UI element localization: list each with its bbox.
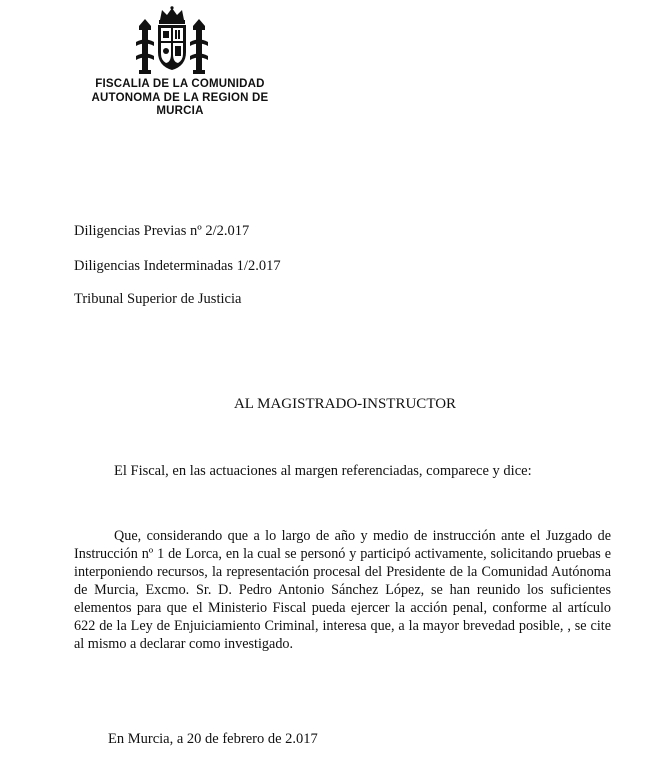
closing-place-date: En Murcia, a 20 de febrero de 2.017 (108, 731, 318, 747)
body-paragraph: Que, considerando que a lo largo de año y medio de instrucción ante el Juzgado de Instrucción nº 1 de Lorca, en la cual se personó y participó activamente, solicitando pruebas e interponiendo recursos, la representación procesal del Presidente de la Comunidad Autónoma de Murcia, Excmo. Sr. D. Pedro Antonio Sánchez López, se han reunido los suficientes elementos para que el Ministerio Fiscal pueda ejercer la acción penal, conforme al artículo 622 de la Ley de Enjuiciamiento Criminal, interesa que, a la mayor brevedad posible, , se cite al mismo a declarar como investigado. (74, 528, 611, 652)
diligencias-previas-ref: Diligencias Previas nº 2/2.017 (74, 223, 250, 239)
intro-paragraph: El Fiscal, en las actuaciones al margen referenciadas, comparece y dice: (114, 463, 532, 479)
office-line: MURCIA (156, 105, 204, 117)
office-line: FISCALIA DE LA COMUNIDAD (95, 78, 265, 90)
tribunal-ref: Tribunal Superior de Justicia (74, 291, 242, 307)
diligencias-indeterminadas-ref: Diligencias Indeterminadas 1/2.017 (74, 258, 281, 274)
addressee-heading: AL MAGISTRADO-INSTRUCTOR (233, 396, 457, 412)
issuing-office (70, 78, 290, 119)
coat-of-arms-of-spain-icon (132, 6, 212, 84)
office-line: AUTONOMA DE LA REGION DE (91, 91, 269, 104)
